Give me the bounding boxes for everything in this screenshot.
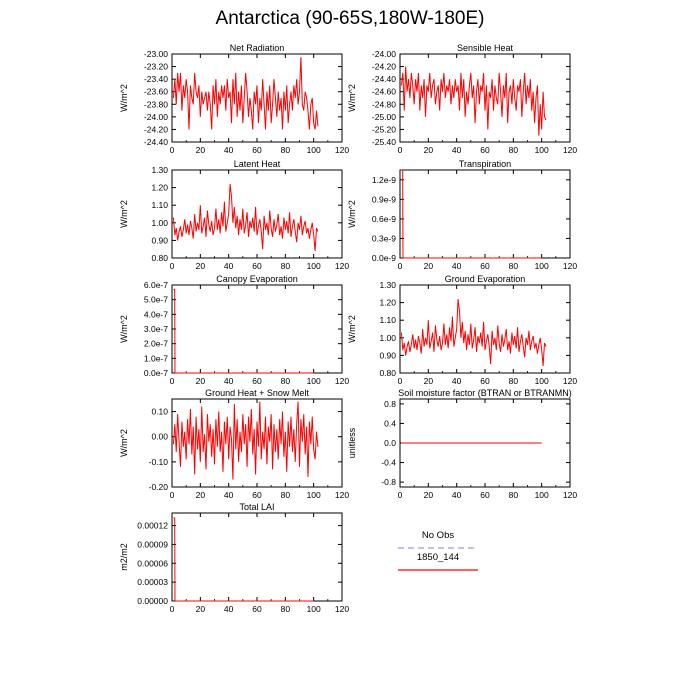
x-tick-label: 100 <box>534 261 549 271</box>
x-tick-label: 100 <box>534 490 549 500</box>
y-tick-label: -23.00 <box>143 49 168 59</box>
x-tick-label: 100 <box>534 376 549 386</box>
chart-panel-4 <box>347 159 577 271</box>
y-tick-label: 3.0e-7 <box>143 324 168 334</box>
chart-title: Latent Heat <box>233 159 281 169</box>
y-tick-label: -24.00 <box>371 49 396 59</box>
y-tick-label: 0.90 <box>379 350 396 361</box>
x-tick-label: 80 <box>280 145 291 155</box>
x-tick-label: 60 <box>252 604 262 614</box>
x-tick-label: 0 <box>169 261 175 271</box>
y-tick-label: 0.00 <box>151 431 168 442</box>
x-tick-label: 80 <box>508 145 519 155</box>
y-tick-label: 0.6e-9 <box>371 213 396 224</box>
y-tick-label: -0.10 <box>148 456 168 467</box>
y-tick-label: 1.30 <box>379 280 396 290</box>
x-tick-label: 20 <box>423 490 434 500</box>
chart-title: Transpiration <box>458 159 512 169</box>
x-tick-label: 60 <box>480 490 490 500</box>
x-tick-label: 0 <box>169 604 175 614</box>
chart-title: Sensible Heat <box>456 43 514 53</box>
x-tick-label: 100 <box>306 376 321 386</box>
x-tick-label: 0 <box>397 376 403 386</box>
y-tick-label: -24.40 <box>143 137 168 147</box>
x-tick-label: 60 <box>480 261 490 271</box>
y-tick-label: 1.0e-7 <box>143 353 168 364</box>
y-axis-label: W/m^2 <box>119 84 129 112</box>
legend <box>398 530 478 570</box>
y-tick-label: -0.8 <box>381 477 396 488</box>
y-tick-label: 4.0e-7 <box>143 309 168 320</box>
x-tick-label: 0 <box>397 490 403 500</box>
x-tick-label: 60 <box>480 145 490 155</box>
y-tick-label: -23.20 <box>143 61 168 72</box>
y-tick-label: 1.00 <box>151 217 168 228</box>
x-tick-label: 120 <box>562 490 578 500</box>
x-tick-label: 120 <box>334 376 350 386</box>
x-tick-label: 120 <box>334 145 350 155</box>
x-tick-label: 100 <box>306 261 321 271</box>
chart-panel-9 <box>119 502 349 614</box>
y-tick-label: 0.90 <box>151 235 168 246</box>
x-tick-label: 80 <box>280 490 291 500</box>
chart-panel-5 <box>119 274 349 386</box>
series-line <box>173 518 313 601</box>
y-tick-label: -0.20 <box>148 482 168 492</box>
x-tick-label: 0 <box>397 261 403 271</box>
x-tick-label: 80 <box>508 490 519 500</box>
x-tick-label: 40 <box>451 145 462 155</box>
x-tick-label: 40 <box>223 376 234 386</box>
x-tick-label: 60 <box>480 376 490 386</box>
y-tick-label: 1.2e-9 <box>371 174 396 185</box>
y-tick-label: 0.80 <box>379 368 396 378</box>
x-tick-label: 0 <box>397 145 403 155</box>
y-axis-label: unitless <box>347 427 357 459</box>
y-tick-label: 1.20 <box>151 182 168 193</box>
x-tick-label: 40 <box>223 145 234 155</box>
x-tick-label: 40 <box>223 604 234 614</box>
page-title: Antarctica (90-65S,180W-180E) <box>215 8 485 29</box>
y-axis-label: W/m^2 <box>347 200 357 228</box>
y-tick-label: 2.0e-7 <box>143 338 168 349</box>
x-tick-label: 40 <box>223 490 234 500</box>
y-tick-label: -24.20 <box>371 61 396 72</box>
x-tick-label: 40 <box>451 490 462 500</box>
series-line <box>173 402 318 480</box>
y-tick-label: -0.4 <box>381 457 396 468</box>
chart-panel-3 <box>119 159 349 271</box>
y-tick-label: 0.00006 <box>137 558 168 569</box>
y-tick-label: 0.0 <box>384 438 396 448</box>
plot-frame <box>400 285 570 373</box>
y-tick-label: 0.0e-9 <box>371 253 396 263</box>
x-tick-label: 20 <box>423 376 434 386</box>
chart-title: Canopy Evaporation <box>216 274 298 284</box>
y-tick-label: 1.20 <box>379 297 396 308</box>
x-tick-label: 0 <box>169 490 175 500</box>
y-tick-label: 0.8 <box>384 398 396 409</box>
x-tick-label: 80 <box>508 261 519 271</box>
y-tick-label: 0.4 <box>384 418 396 429</box>
x-tick-label: 100 <box>306 604 321 614</box>
x-tick-label: 120 <box>334 604 350 614</box>
y-tick-label: -23.40 <box>143 74 168 85</box>
x-tick-label: 40 <box>451 261 462 271</box>
series-line <box>401 170 541 258</box>
y-tick-label: -25.40 <box>371 137 396 147</box>
x-tick-label: 20 <box>195 490 206 500</box>
x-tick-label: 20 <box>195 376 206 386</box>
chart-panel-1 <box>119 43 349 155</box>
plot-frame <box>172 170 342 258</box>
x-tick-label: 80 <box>280 261 291 271</box>
y-tick-label: 0.0e-7 <box>143 368 168 378</box>
chart-panel-2 <box>347 43 577 155</box>
chart-panel-7 <box>119 388 349 500</box>
x-tick-label: 60 <box>252 490 262 500</box>
x-tick-label: 0 <box>169 145 175 155</box>
x-tick-label: 60 <box>252 376 262 386</box>
series-line <box>173 184 318 251</box>
x-tick-label: 20 <box>195 261 206 271</box>
y-tick-label: -24.00 <box>143 111 168 122</box>
y-tick-label: 0.10 <box>151 406 168 417</box>
chart-panel-6 <box>347 274 577 386</box>
x-tick-label: 60 <box>252 145 262 155</box>
y-tick-label: 1.00 <box>379 332 396 343</box>
chart-panel-8 <box>347 388 577 500</box>
x-tick-label: 80 <box>508 376 519 386</box>
chart-title: Total LAI <box>239 502 275 512</box>
series-line <box>401 299 545 366</box>
x-tick-label: 120 <box>562 261 578 271</box>
y-tick-label: 0.00009 <box>137 539 168 550</box>
x-tick-label: 120 <box>562 376 578 386</box>
x-tick-label: 60 <box>252 261 262 271</box>
x-tick-label: 80 <box>280 376 291 386</box>
chart-title: Net Radiation <box>229 43 285 53</box>
legend-label: No Obs <box>421 530 455 541</box>
y-tick-label: 0.9e-9 <box>371 194 396 205</box>
x-tick-label: 0 <box>169 376 175 386</box>
y-tick-label: -24.60 <box>371 86 396 97</box>
y-tick-label: 5.0e-7 <box>143 294 168 305</box>
x-tick-label: 80 <box>280 604 291 614</box>
y-tick-label: -24.80 <box>371 99 396 110</box>
chart-title: Ground Evaporation <box>444 274 526 284</box>
x-tick-label: 120 <box>562 145 578 155</box>
y-tick-label: 0.00000 <box>137 596 168 606</box>
y-tick-label: 1.10 <box>379 315 396 326</box>
x-tick-label: 40 <box>451 376 462 386</box>
y-tick-label: 6.0e-7 <box>143 280 168 290</box>
series-line <box>173 289 313 373</box>
series-line <box>401 67 545 136</box>
y-tick-label: -24.20 <box>143 124 168 135</box>
y-tick-label: -24.40 <box>371 74 396 85</box>
y-tick-label: 1.10 <box>151 200 168 211</box>
y-axis-label: W/m^2 <box>119 200 129 228</box>
chart-title: Soil moisture factor (BTRAN or BTRANMN) <box>398 388 572 398</box>
y-tick-label: -25.00 <box>371 111 396 122</box>
x-tick-label: 20 <box>423 261 434 271</box>
chart-title: Ground Heat + Snow Melt <box>205 388 309 398</box>
y-tick-label: 0.00012 <box>137 520 168 531</box>
x-tick-label: 100 <box>306 145 321 155</box>
y-tick-label: -23.80 <box>143 99 168 110</box>
x-tick-label: 20 <box>195 145 206 155</box>
y-axis-label: W/m^2 <box>347 84 357 112</box>
x-tick-label: 20 <box>195 604 206 614</box>
plot-frame <box>172 513 342 601</box>
x-tick-label: 120 <box>334 490 350 500</box>
x-tick-label: 100 <box>306 490 321 500</box>
x-tick-label: 120 <box>334 261 350 271</box>
y-tick-label: -25.20 <box>371 124 396 135</box>
y-axis-label: W/m^2 <box>119 429 129 457</box>
y-tick-label: 1.30 <box>151 165 168 175</box>
y-axis-label: m2/m2 <box>119 543 129 571</box>
series-line <box>173 57 318 129</box>
plot-frame <box>400 170 570 258</box>
x-tick-label: 40 <box>223 261 234 271</box>
y-tick-label: 0.3e-9 <box>371 233 396 244</box>
y-tick-label: -23.60 <box>143 86 168 97</box>
y-tick-label: 0.80 <box>151 253 168 263</box>
y-axis-label: W/m^2 <box>119 315 129 343</box>
x-tick-label: 100 <box>534 145 549 155</box>
plot-frame <box>172 285 342 373</box>
legend-label: 1850_144 <box>416 552 460 563</box>
x-tick-label: 20 <box>423 145 434 155</box>
y-tick-label: 0.00003 <box>137 577 168 588</box>
y-axis-label: W/m^2 <box>347 315 357 343</box>
